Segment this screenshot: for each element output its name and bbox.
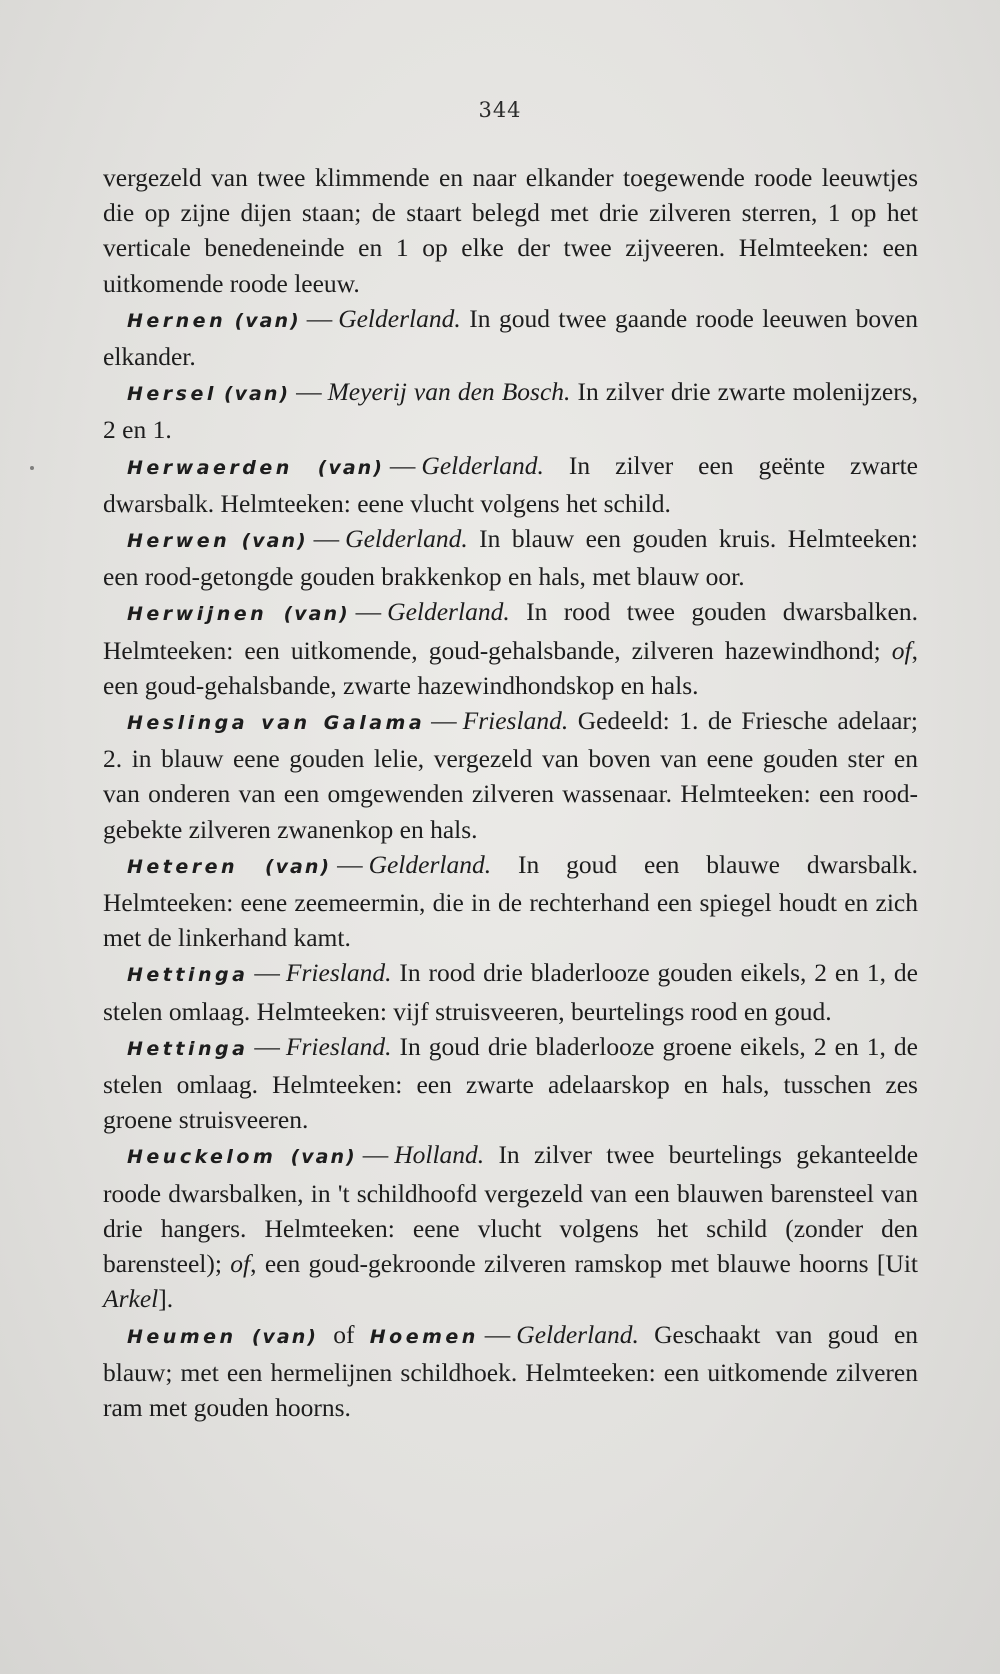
place-name: Friesland. <box>285 1031 392 1061</box>
entry-heuckelom <box>103 1137 918 1316</box>
dash: — <box>389 450 416 480</box>
entry-body: In zilver twee beurtelings gekanteelde roode dwarsbalken, in 't schildhoofd vergezeld van een blauwen barensteel van drie hangers. Helmteeken: eene vlucht volgens het schild (zonder den barensteel); of, een goud-gekroonde zilveren ramskop met blauwe hoorns [Uit Arkel]. <box>103 1140 919 1314</box>
dash: — <box>254 1031 280 1061</box>
family-name: Hettinga <box>127 964 249 987</box>
family-name: Heumen <box>127 1325 237 1348</box>
family-particle: (van) <box>283 603 350 626</box>
family-name: Heteren <box>127 855 239 878</box>
family-name: Herwen <box>127 530 231 553</box>
entry-body: vergezeld van twee klimmende en naar elkander toegewende roode leeuwtjes die op zijne dijen staan; de staart belegd met drie zilveren sterren, 1 op het verticale benedeneinde en 1 op elke der twee zijveeren. Helmteeken: een uitkomende roode leeuw. <box>103 163 918 298</box>
dash: — <box>362 1140 389 1170</box>
entry-herwen <box>103 521 918 594</box>
family-particle: (van) <box>251 1325 318 1348</box>
dash: — <box>306 303 333 333</box>
entry-body: Gedeeld: 1. de Friesche adelaar; 2. in blauw eene gouden lelie, vergezeld van boven van eene gouden ster en van onderen van een omgewenden zilveren wassenaar. Helmteeken: een rood-gebekte zilveren zwanenkop en hals. <box>103 706 918 844</box>
dash: — <box>484 1319 511 1349</box>
ink-speck <box>30 466 34 470</box>
family-name: Heuckelom <box>127 1146 277 1169</box>
dash: — <box>337 849 363 879</box>
family-particle: (van) <box>241 530 308 553</box>
place-name: Gelderland. <box>345 524 468 554</box>
place-name: Gelderland. <box>387 597 510 627</box>
family-name: Heslinga van Galama <box>127 712 426 735</box>
place-name: Gelderland. <box>421 450 544 480</box>
place-name: Meyerij van den Bosch. <box>327 377 571 407</box>
dash: — <box>355 597 382 627</box>
family-particle: (van) <box>234 309 301 332</box>
entry-hernen <box>103 301 918 374</box>
alt-family-name: Hoemen <box>369 1325 479 1348</box>
entry-body: In zilver een geënte zwarte dwarsbalk. Helmteeken: eene vlucht volgens het schild. <box>103 450 918 518</box>
entry-heteren <box>103 847 918 956</box>
alt-prefix: of <box>333 1319 355 1349</box>
entry-herwijnen <box>103 594 918 703</box>
dash: — <box>431 706 457 736</box>
family-particle: (van) <box>223 383 291 406</box>
family-particle: (van) <box>290 1146 357 1169</box>
place-name: Friesland. <box>462 706 569 736</box>
entry-heumen <box>103 1317 918 1426</box>
entry-continuation <box>103 160 918 301</box>
family-name: Hersel <box>127 383 217 406</box>
entry-body: In blauw een gouden kruis. Helmteeken: een rood-getongde gouden brakkenkop en hals, met blauw oor. <box>103 524 918 592</box>
entry-heslinga <box>103 703 918 847</box>
entry-body: In rood drie bladerlooze gouden eikels, 2 en 1, de stelen omlaag. Helmteeken: vijf struisveeren, beurtelings rood en goud. <box>103 958 918 1026</box>
family-name: Herwaerden <box>127 456 293 479</box>
entry-body: In goud twee gaande roode leeuwen boven elkander. <box>103 303 919 372</box>
entry-hettinga-2 <box>103 1029 918 1138</box>
family-particle: (van) <box>317 456 384 479</box>
page-number: 344 <box>478 98 522 122</box>
dash: — <box>296 377 322 407</box>
entry-body: In goud een blauwe dwarsbalk. Helmteeken: eene zeemeermin, die in de rechterhand een spiegel houdt en zich met de linkerhand kamt. <box>103 849 919 953</box>
place-name: Gelderland. <box>368 849 492 879</box>
entry-herwaerden <box>103 448 918 521</box>
family-particle: (van) <box>264 855 332 878</box>
armorial-text <box>103 160 918 1425</box>
place-name: Holland. <box>394 1140 485 1170</box>
entry-body: In zilver drie zwarte molenijzers, 2 en 1. <box>103 377 918 445</box>
family-name: Hernen <box>127 309 227 332</box>
dash: — <box>254 958 280 988</box>
dash: — <box>313 524 340 554</box>
place-name: Gelderland. <box>516 1319 639 1349</box>
entry-hettinga-1 <box>103 955 918 1028</box>
entry-body: In goud drie bladerlooze groene eikels, 2 en 1, de stelen omlaag. Helmteeken: een zwarte adelaarskop en hals, tusschen zes groene struisveeren. <box>103 1031 918 1135</box>
entry-body: In rood twee gouden dwarsbalken. Helmteeken: een uitkomende, goud-gehalsbande, zilveren hazewindhond; of, een goud-gehalsbande, zwarte hazewindhondskop en hals. <box>103 597 919 700</box>
family-name: Herwijnen <box>127 603 268 626</box>
entry-hersel <box>103 374 918 447</box>
family-name: Hettinga <box>127 1037 249 1060</box>
entry-body: Geschaakt van goud en blauw; met een hermelijnen schildhoek. Helmteeken: een uitkomende zilveren ram met gouden hoorns. <box>103 1319 919 1422</box>
place-name: Friesland. <box>285 958 392 988</box>
place-name: Gelderland. <box>338 303 461 333</box>
